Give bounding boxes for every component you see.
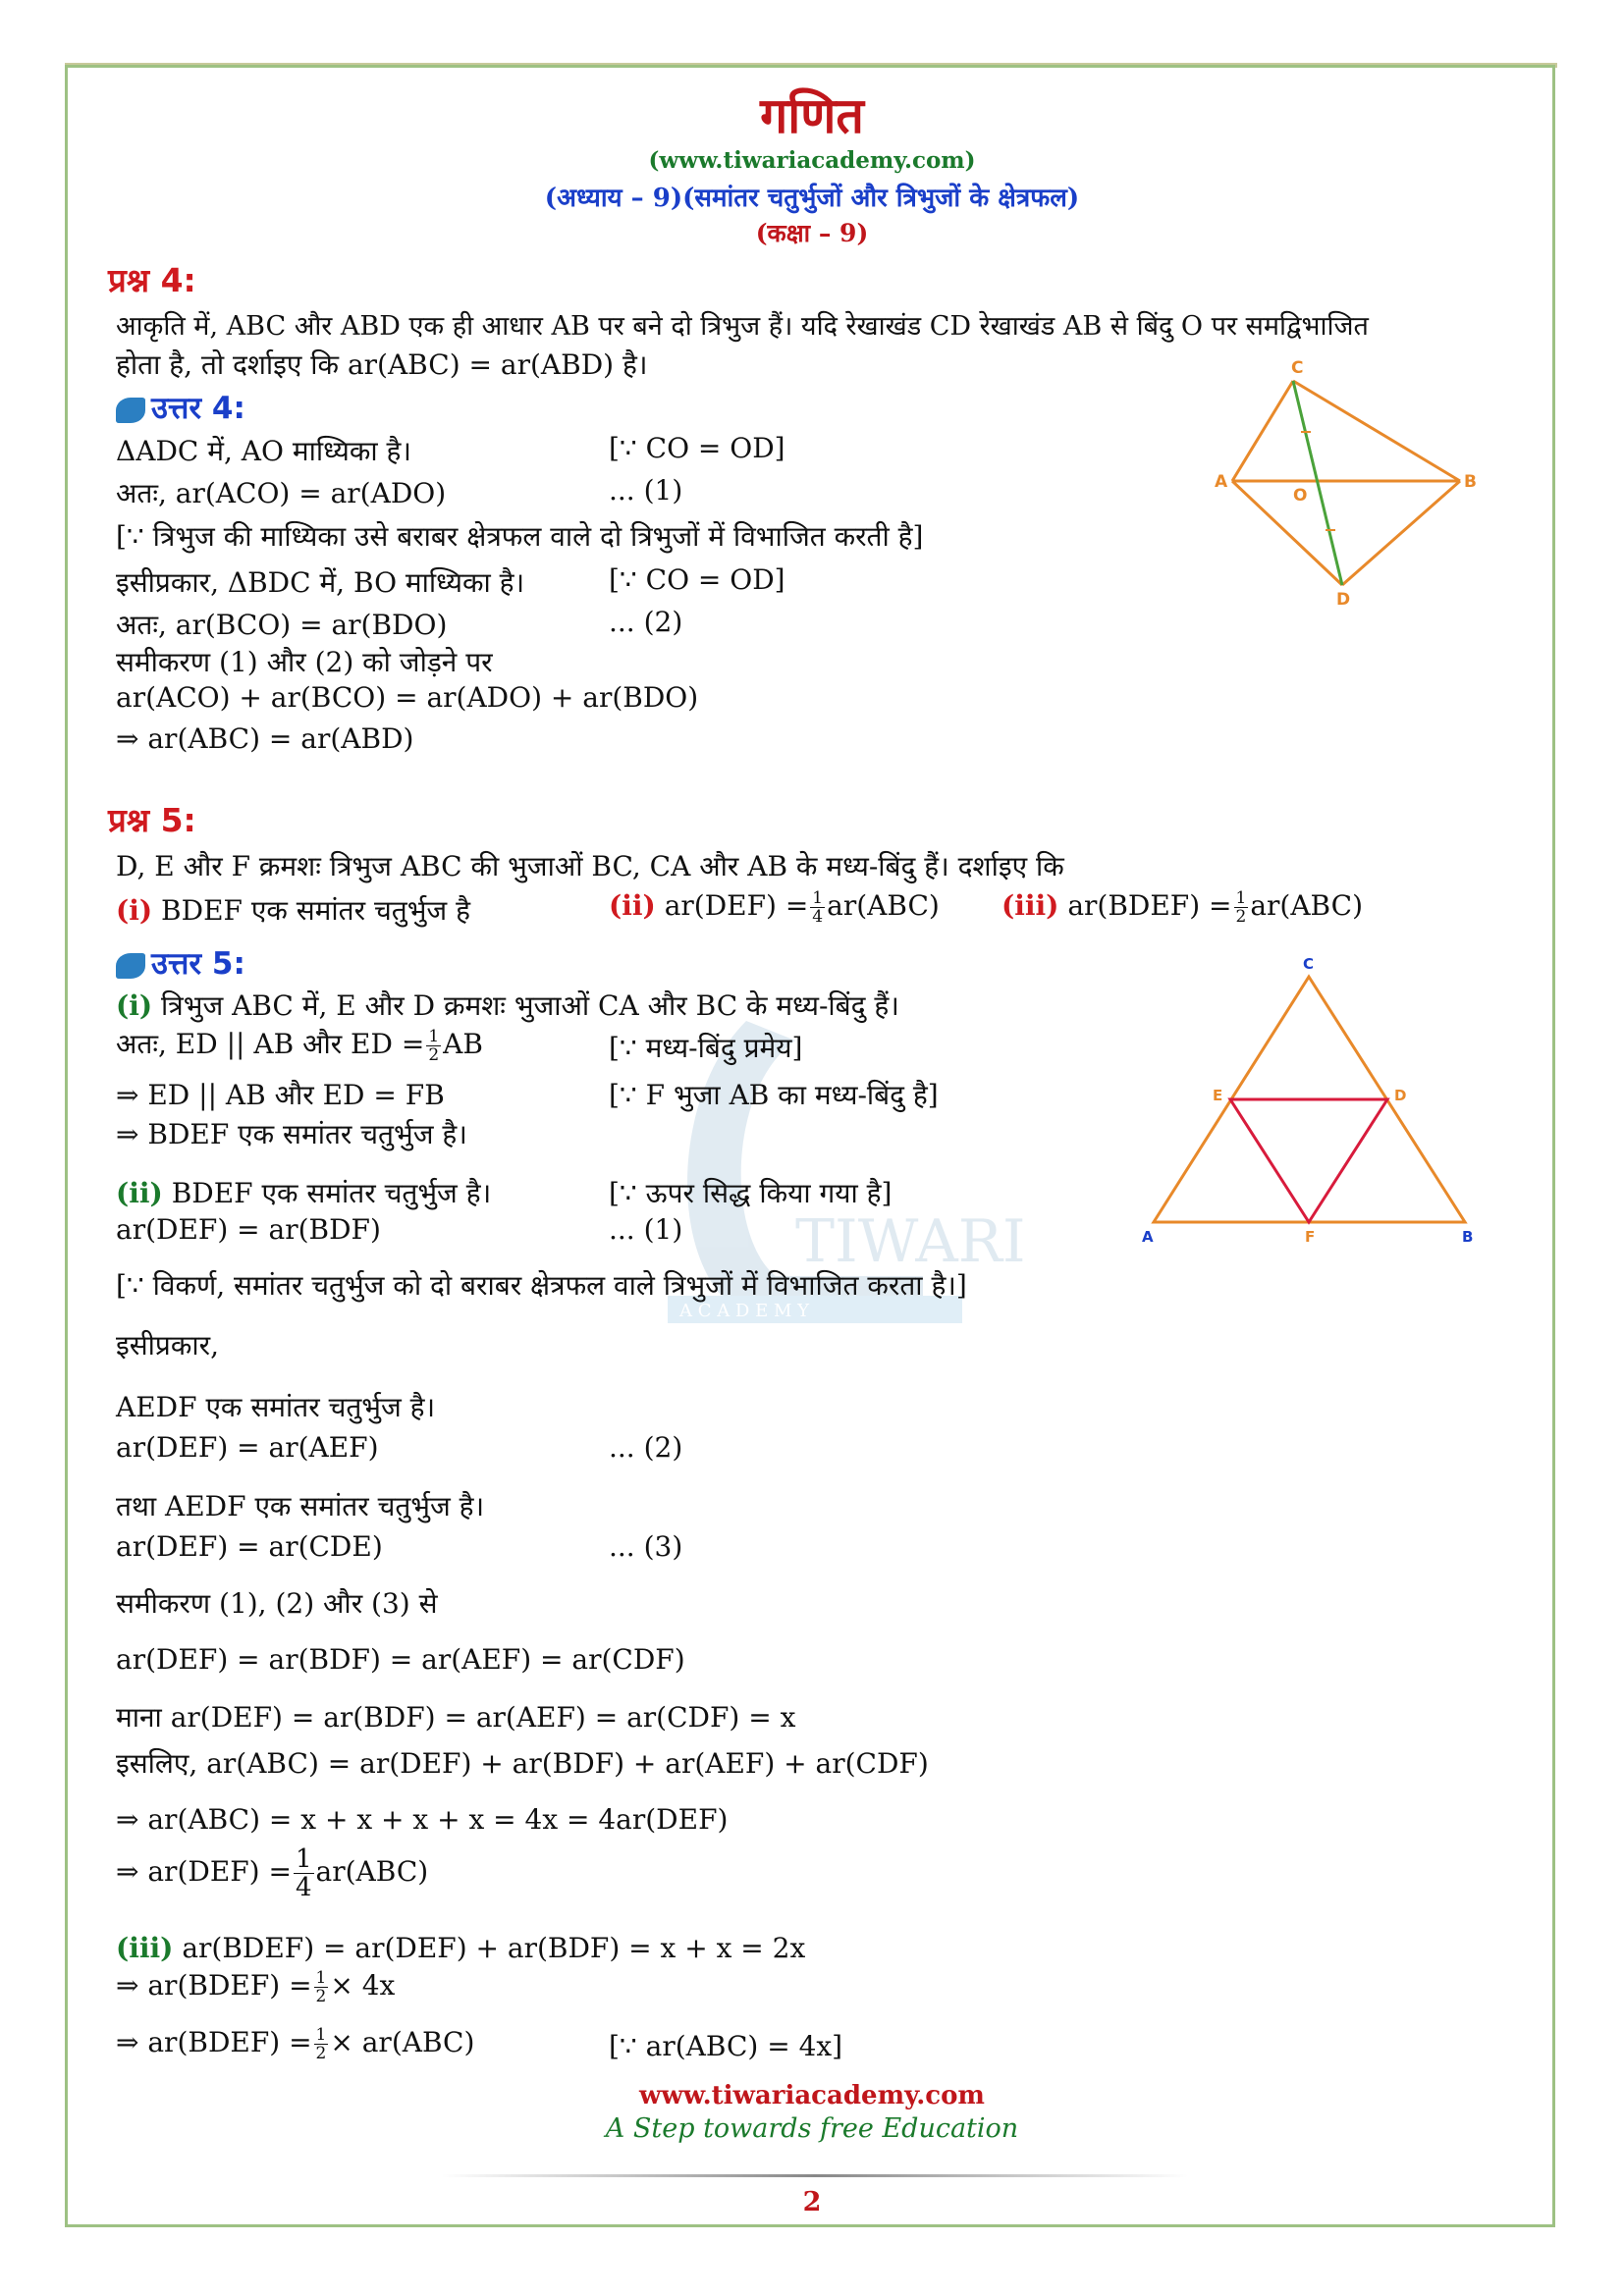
fraction-one-half [1234, 889, 1249, 926]
q5-ans-ii-line6: ar(DEF) = ar(AEF) [116, 1431, 379, 1464]
footer-tagline: A Step towards free Education [605, 2113, 1019, 2144]
q5-b14-rhs: ar(ABC) [315, 1855, 429, 1888]
q5-ans-ii-line4: इसीप्रकार, [116, 1329, 219, 1362]
q4-reason5: ... (2) [609, 606, 683, 638]
frac-num: 1 [1235, 888, 1247, 908]
q5-part-ii-rhs: ar(ABC) [827, 889, 940, 922]
q4-text-line2: होता है, तो दर्शाइए कि ar(ABC) = ar(ABD) है। [116, 348, 648, 381]
q5-ans-i-reason2: [∵ मध्य-बिंदु प्रमेय] [609, 1032, 803, 1064]
q4-figure [1203, 353, 1497, 609]
q5-ans-iii-line3 [116, 2026, 474, 2062]
q5-ans-ii-line10: ar(DEF) = ar(BDF) = ar(AEF) = ar(CDF) [116, 1643, 685, 1676]
frac-num: 1 [315, 2025, 327, 2045]
frac-den: 2 [315, 1987, 327, 2006]
q4-reason1: [∵ CO = OD] [609, 432, 785, 464]
footer-divider [442, 2174, 1188, 2177]
footer-site: www.tiwariacademy.com [639, 2081, 985, 2110]
q5-ans-ii-line5: AEDF एक समांतर चतुर्भुज है। [116, 1391, 436, 1423]
question-5-heading: प्रश्न 5: [108, 801, 196, 839]
q4-step5: अतः, ar(BCO) = ar(BDO) [116, 609, 448, 641]
frac-den: 4 [295, 1873, 312, 1902]
q5-ans-ii-reason1: [∵ ऊपर सिद्ध किया गया है] [609, 1177, 893, 1209]
q4-step2: अतः, ar(ACO) = ar(ADO) [116, 477, 447, 509]
frac-den: 4 [812, 907, 824, 927]
frac-num: 1 [812, 888, 824, 908]
q4-label-c: C [1291, 358, 1304, 378]
q5-ans-ii-line2: ar(DEF) = ar(BDF) [116, 1213, 381, 1246]
answer-5-label: उत्तर 5: [151, 946, 245, 982]
q5-ans-i-line2 [116, 1025, 483, 1064]
q5-ans-ii-reason6: ... (2) [609, 1431, 683, 1464]
fraction-one-fourth [810, 889, 825, 926]
frac-num: 1 [315, 1968, 327, 1988]
q5-ans-iii-line1 [116, 1932, 805, 1964]
q5-ans-i-line4: ⇒ BDEF एक समांतर चतुर्भुज है। [116, 1118, 467, 1150]
q5-label-b: B [1462, 1228, 1474, 1246]
q4-step6: समीकरण (1) और (2) को जोड़ने पर [116, 646, 493, 678]
q5-part-iii-label: (iii) [1001, 889, 1059, 922]
q5-part-i-text: BDEF एक समांतर चतुर्भुज है [161, 894, 470, 927]
answer-5-heading [116, 942, 245, 984]
q4-step7: ar(ACO) + ar(BCO) = ar(ADO) + ar(BDO) [116, 681, 699, 714]
q4-step4: इसीप्रकार, ΔBDC में, BO माध्यिका है। [116, 566, 525, 599]
q5-ans-ii-line14 [116, 1845, 428, 1901]
q5-a2-lhs: अतः, ED || AB और ED = [116, 1028, 425, 1060]
q5-c2-rhs: × 4x [330, 1969, 396, 2002]
answer-4-heading [116, 387, 245, 428]
q4-label-a: A [1215, 472, 1228, 492]
q5-label-f: F [1305, 1228, 1316, 1246]
q5-part-ii [609, 889, 940, 926]
watermark-subtext: A C A D E M Y [679, 1301, 809, 1321]
q5-ans-ii-reason8: ... (3) [609, 1530, 683, 1563]
q5-ans-ii-line8: ar(DEF) = ar(CDE) [116, 1530, 383, 1563]
q5-ans-i-line1 [116, 987, 899, 1024]
q5-ans-ii-line12: इसलिए, ar(ABC) = ar(DEF) + ar(BDF) + ar(AEF) + ar(CDF) [116, 1747, 929, 1780]
q5-figure [1134, 957, 1488, 1252]
watermark-text: TIWARI [795, 1207, 1026, 1276]
q5-b14-lhs: ⇒ ar(DEF) = [116, 1855, 292, 1888]
q5-ans-ii-line7: तथा AEDF एक समांतर चतुर्भुज है। [116, 1490, 485, 1522]
class-label: (कक्षा – 9) [755, 219, 869, 247]
chapter-title: (अध्याय – 9)(समांतर चतुर्भुजों और त्रिभुजों के क्षेत्रफल) [544, 184, 1080, 213]
header-site: (www.tiwariacademy.com) [648, 147, 976, 174]
triangle-def [1230, 1099, 1387, 1222]
frac-den: 2 [428, 1045, 440, 1065]
q5-ans-ii-line1 [116, 1174, 491, 1211]
page-title: गणित [760, 87, 864, 144]
q5-part-iii [1001, 889, 1363, 926]
fraction-one-half [314, 2026, 329, 2062]
answer-4-label: उत्तर 4: [151, 391, 245, 426]
q5-part-i [116, 891, 470, 929]
q5-ans-iii-reason3: [∵ ar(ABC) = 4x] [609, 2030, 843, 2062]
q4-reason4: [∵ CO = OD] [609, 563, 785, 596]
q5-label-e: E [1213, 1087, 1223, 1104]
q5-ans-iii-text: ar(BDEF) = ar(DEF) + ar(BDF) = x + x = 2x [182, 1932, 806, 1964]
q4-label-d: D [1336, 590, 1351, 610]
q5-ans-ii-line11: माना ar(DEF) = ar(BDF) = ar(AEF) = ar(CDF) = x [116, 1701, 796, 1734]
q4-label-o: O [1293, 486, 1308, 506]
q5-part-iii-lhs: ar(BDEF) = [1067, 889, 1232, 922]
q5-c3-lhs: ⇒ ar(BDEF) = [116, 2026, 312, 2058]
q4-step8: ⇒ ar(ABC) = ar(ABD) [116, 722, 414, 755]
q5-ans-i-text: त्रिभुज ABC में, E और D क्रमशः भुजाओं CA और BC के मध्य-बिंदु हैं। [161, 989, 899, 1022]
q5-part-ii-lhs: ar(DEF) = [664, 889, 809, 922]
q5-a2-rhs: AB [443, 1028, 483, 1060]
q4-step1: ΔADC में, AO माध्यिका है। [116, 435, 411, 467]
q5-c3-rhs: × ar(ABC) [330, 2026, 475, 2058]
q5-c2-lhs: ⇒ ar(BDEF) = [116, 1969, 312, 2002]
q5-ans-i-label: (i) [116, 989, 153, 1022]
q5-ans-ii-reason2: ... (1) [609, 1213, 683, 1246]
q4-text-line1: आकृति में, ABC और ABD एक ही आधार AB पर बने दो त्रिभुज हैं। यदि रेखाखंड CD रेखाखंड AB से बिंदु O पर समद्विभाजित [116, 311, 1369, 342]
answer-logo-icon [116, 398, 145, 423]
fraction-one-fourth [294, 1845, 314, 1901]
q5-ans-ii-line13: ⇒ ar(ABC) = x + x + x + x = 4x = 4ar(DEF) [116, 1803, 729, 1836]
q5-part-ii-label: (ii) [609, 889, 656, 922]
answer-logo-icon [116, 953, 145, 979]
q5-label-c: C [1303, 955, 1315, 973]
q4-reason2: ... (1) [609, 474, 683, 507]
frac-num: 1 [428, 1027, 440, 1046]
q5-ans-ii-line9: समीकरण (1), (2) और (3) से [116, 1587, 438, 1620]
page-number: 2 [802, 2187, 822, 2217]
q5-part-iii-rhs: ar(ABC) [1250, 889, 1363, 922]
q5-part-i-label: (i) [116, 894, 153, 927]
q5-label-d: D [1394, 1087, 1407, 1104]
q5-ans-i-reason3: [∵ F भुजा AB का मध्य-बिंदु है] [609, 1079, 939, 1111]
q5-ans-ii-text: BDEF एक समांतर चतुर्भुज है। [171, 1177, 492, 1209]
q4-step3: [∵ त्रिभुज की माध्यिका उसे बराबर क्षेत्रफल वाले दो त्रिभुजों में विभाजित करती है] [116, 520, 924, 553]
frac-den: 2 [315, 2044, 327, 2063]
fraction-one-half [426, 1028, 441, 1064]
q5-ans-ii-line3: [∵ विकर्ण, समांतर चतुर्भुज को दो बराबर क्षेत्रफल वाले त्रिभुजों में विभाजित करता है।] [116, 1269, 967, 1302]
frac-num: 1 [295, 1844, 312, 1874]
q4-label-b: B [1464, 472, 1477, 492]
q5-ans-ii-label: (ii) [116, 1177, 163, 1209]
q5-text-line1: D, E और F क्रमशः त्रिभुज ABC की भुजाओं BC, CA और AB के मध्य-बिंदु हैं। दर्शाइए कि [116, 850, 1064, 882]
q5-ans-i-line3: ⇒ ED || AB और ED = FB [116, 1079, 445, 1111]
question-4-heading: प्रश्न 4: [108, 261, 196, 299]
q5-ans-iii-label: (iii) [116, 1932, 174, 1964]
q5-ans-iii-line2 [116, 1969, 395, 2005]
q5-label-a: A [1142, 1228, 1154, 1246]
frac-den: 2 [1235, 907, 1247, 927]
fraction-one-half [314, 1969, 329, 2005]
